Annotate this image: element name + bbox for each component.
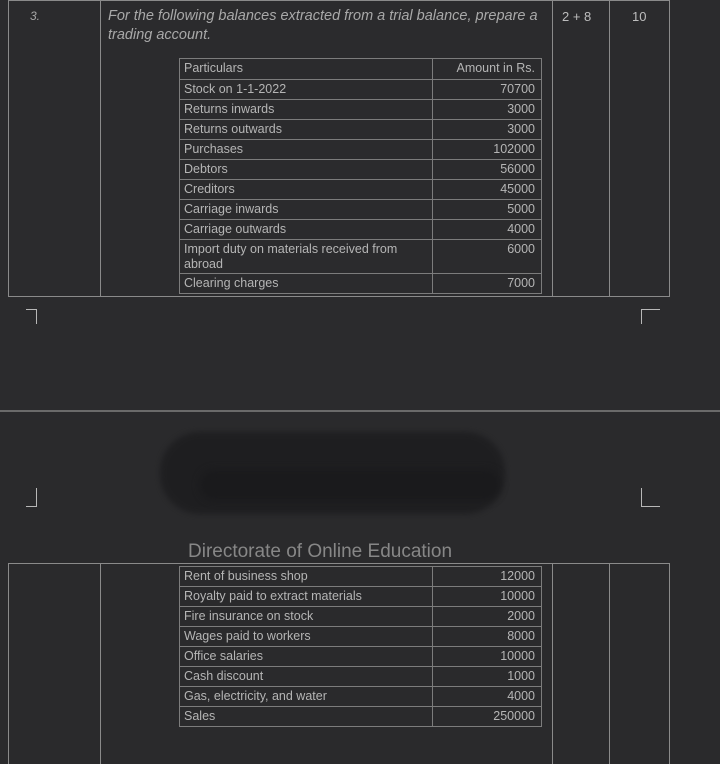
marks-split: 2 + 8 bbox=[562, 9, 592, 24]
particular-cell: Royalty paid to extract materials bbox=[180, 587, 433, 607]
crop-mark bbox=[641, 488, 660, 507]
particular-cell: Creditors bbox=[180, 180, 433, 200]
grid-divider bbox=[609, 563, 610, 764]
amount-cell: 5000 bbox=[433, 200, 542, 220]
table-row bbox=[180, 100, 542, 120]
question-text: For the following balances extracted from a trial balance, prepare a trading account. bbox=[108, 8, 538, 43]
table-row bbox=[180, 627, 542, 647]
table-row bbox=[180, 120, 542, 140]
particular-cell: Import duty on materials received from abroad bbox=[180, 240, 433, 274]
column-header-particulars: Particulars bbox=[180, 59, 433, 80]
particular-cell: Wages paid to workers bbox=[180, 627, 433, 647]
particular-cell: Sales bbox=[180, 707, 433, 727]
particular-cell: Returns inwards bbox=[180, 100, 433, 120]
grid-divider bbox=[100, 563, 101, 764]
table-row bbox=[180, 200, 542, 220]
particular-cell: Stock on 1-1-2022 bbox=[180, 80, 433, 100]
table-row bbox=[180, 220, 542, 240]
table-row bbox=[180, 567, 542, 587]
particular-cell: Clearing charges bbox=[180, 274, 433, 294]
amount-cell: 56000 bbox=[433, 160, 542, 180]
amount-cell: 7000 bbox=[433, 274, 542, 294]
amount-cell: 1000 bbox=[433, 667, 542, 687]
balances-table-bottom bbox=[179, 566, 542, 727]
amount-cell: 250000 bbox=[433, 707, 542, 727]
particular-cell: Returns outwards bbox=[180, 120, 433, 140]
grid-divider bbox=[100, 0, 101, 297]
table-row bbox=[180, 180, 542, 200]
column-header-amount: Amount in Rs. bbox=[433, 59, 542, 80]
table-row bbox=[180, 160, 542, 180]
table-row bbox=[180, 80, 542, 100]
redacted-scribble bbox=[200, 470, 500, 500]
table-row bbox=[180, 607, 542, 627]
table-header-row bbox=[180, 59, 542, 80]
table-row bbox=[180, 667, 542, 687]
table-row bbox=[180, 587, 542, 607]
particular-cell: Gas, electricity, and water bbox=[180, 687, 433, 707]
balances-table-top bbox=[179, 58, 542, 294]
grid-divider bbox=[609, 0, 610, 297]
table-row bbox=[180, 240, 542, 274]
amount-cell: 3000 bbox=[433, 100, 542, 120]
crop-mark bbox=[26, 488, 37, 507]
amount-cell: 3000 bbox=[433, 120, 542, 140]
amount-cell: 45000 bbox=[433, 180, 542, 200]
particular-cell: Rent of business shop bbox=[180, 567, 433, 587]
particular-cell: Carriage outwards bbox=[180, 220, 433, 240]
amount-cell: 12000 bbox=[433, 567, 542, 587]
particular-cell: Office salaries bbox=[180, 647, 433, 667]
question-number: 3. bbox=[30, 9, 41, 23]
amount-cell: 102000 bbox=[433, 140, 542, 160]
amount-cell: 4000 bbox=[433, 687, 542, 707]
amount-cell: 10000 bbox=[433, 647, 542, 667]
amount-cell: 8000 bbox=[433, 627, 542, 647]
table-row bbox=[180, 274, 542, 294]
amount-cell: 4000 bbox=[433, 220, 542, 240]
amount-cell: 6000 bbox=[433, 240, 542, 274]
particular-cell: Cash discount bbox=[180, 667, 433, 687]
institution-header: Directorate of Online Education bbox=[188, 541, 453, 562]
marks-total: 10 bbox=[632, 9, 647, 24]
table-row bbox=[180, 687, 542, 707]
particular-cell: Purchases bbox=[180, 140, 433, 160]
table-row bbox=[180, 707, 542, 727]
grid-divider bbox=[552, 563, 553, 764]
crop-mark bbox=[26, 309, 37, 324]
crop-mark bbox=[641, 309, 660, 324]
amount-cell: 70700 bbox=[433, 80, 542, 100]
amount-cell: 10000 bbox=[433, 587, 542, 607]
amount-cell: 2000 bbox=[433, 607, 542, 627]
particular-cell: Debtors bbox=[180, 160, 433, 180]
particular-cell: Fire insurance on stock bbox=[180, 607, 433, 627]
particular-cell: Carriage inwards bbox=[180, 200, 433, 220]
table-row bbox=[180, 647, 542, 667]
table-row bbox=[180, 140, 542, 160]
